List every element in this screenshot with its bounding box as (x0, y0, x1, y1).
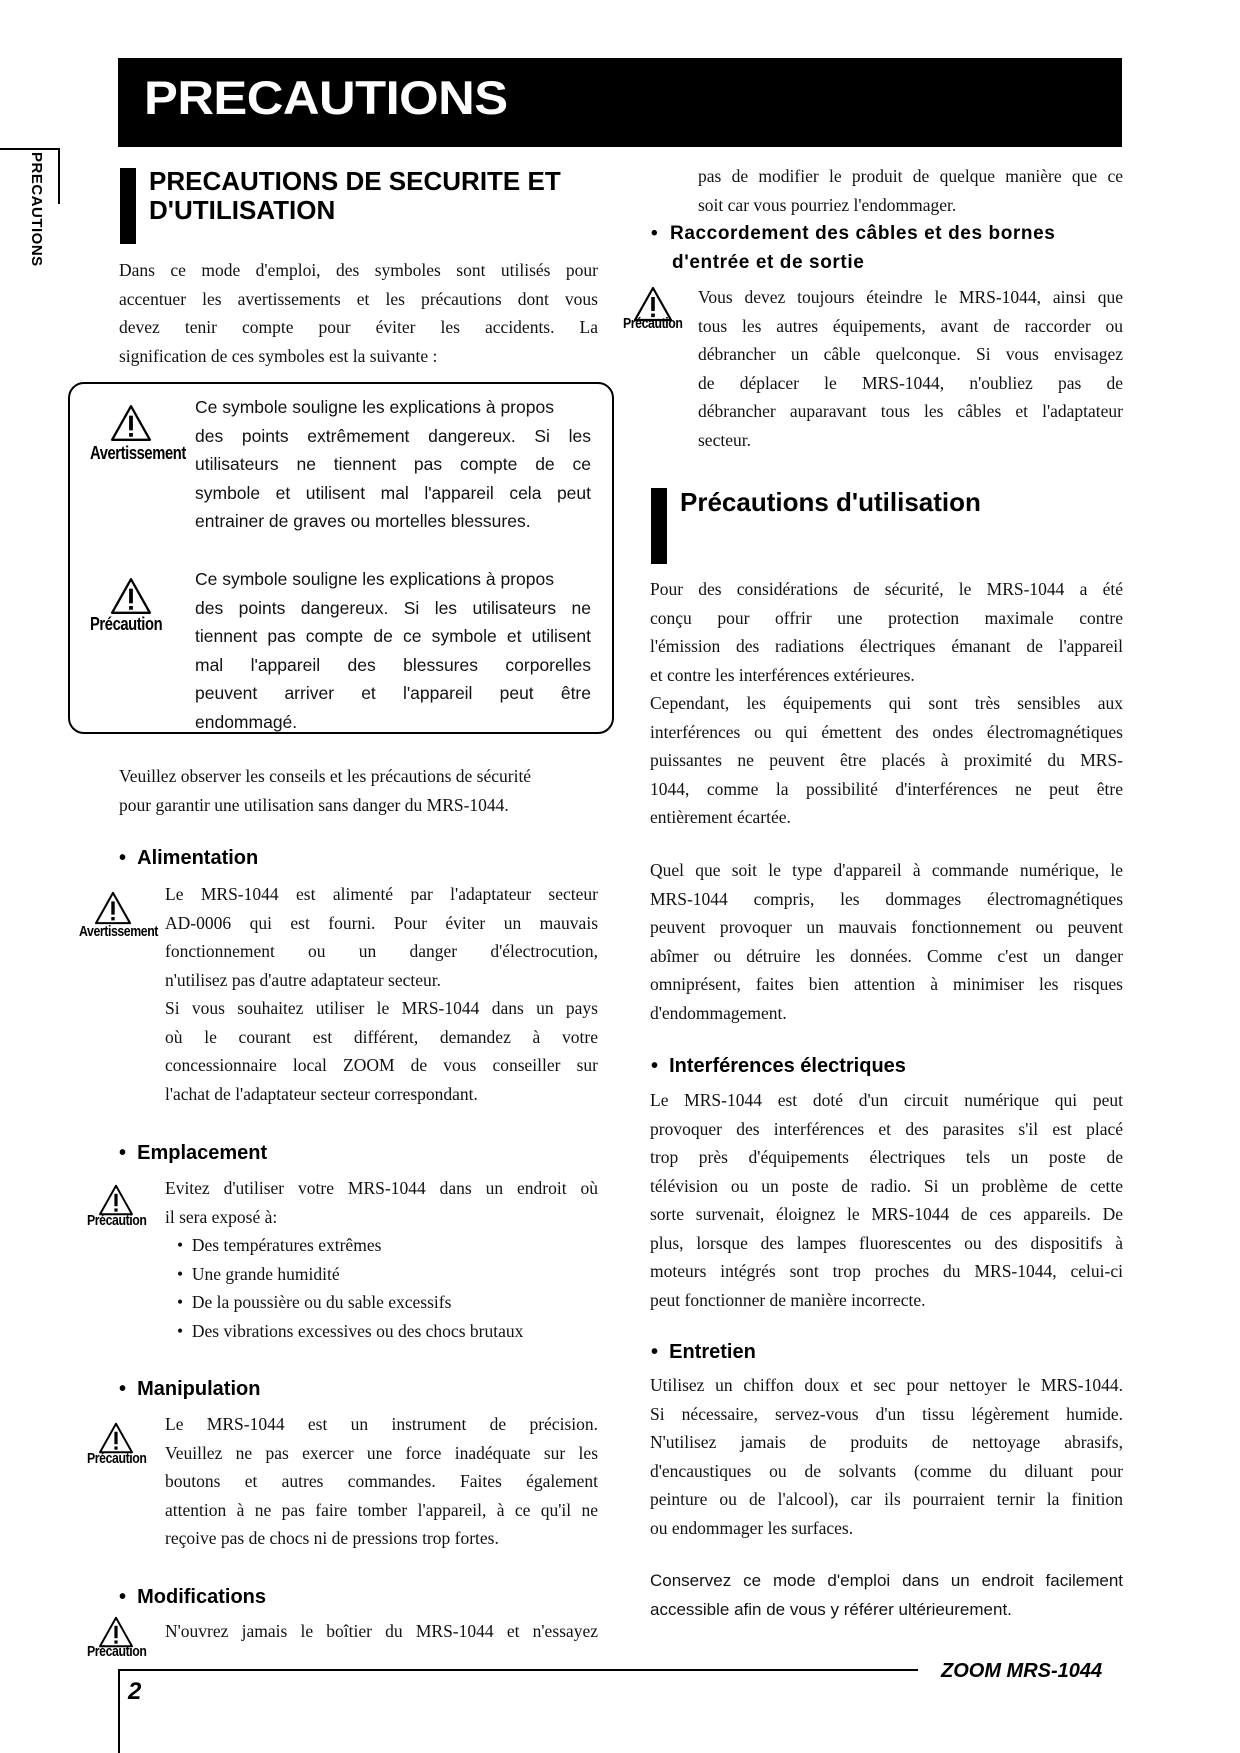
heading-modifications: • Modifications (119, 1586, 267, 1608)
list-item: • Une grande humidité (177, 1263, 340, 1284)
list-item: • Des températures extrêmes (177, 1235, 382, 1255)
section2-paragraph2: Quel que soit le type d'appareil à commande numérique, le MRS-1044 compris, les dommages électromagnétiques peuvent provoquer un mauvais fonctionnement ou peuvent abîmer ou détruire les données. Comme c'est un danger omniprésent, faites bien attention à minimiser les risques d'endommagement. (650, 860, 1123, 1023)
warning-description: Ce symbole souligne les explications à propos des points extrêmement dangereux. Si les utilisateurs ne tiennent pas compte de ce symbole et utilisent mal l'appareil cela peut entrainer de graves ou mortelles blessures. (195, 397, 591, 531)
heading-interferences: • Interférences électriques (651, 1055, 906, 1077)
caution-icon-label: Précaution (87, 1450, 147, 1467)
footer-left-rule (118, 1669, 120, 1753)
modifications-text-part2: pas de modifier le produit de quelque manière que ce soit car vous pourriez l'endommager. (698, 166, 1123, 215)
manipulation-text: Le MRS-1044 est un instrument de précision. Veuillez ne pas exercer une force inadéquate sur les boutons et autres commandes. Faites également attention à ne pas faire tomber l'appareil, à ce qu'il ne reçoive pas de chocs ni de pressions trop fortes. (165, 1414, 598, 1548)
section2-paragraph1: Pour des considérations de sécurité, le MRS-1044 a été conçu pour offrir une protection maximale contre l'émission des radiations électriques émanant de l'appareil et contre les interférences extérieures. Cependant, les équipements qui sont très sensibles aux interférences ou qui émettent des ondes électromagnétiques puissantes ne peuvent être placés à proximité du MRS- 1044, comme la possibilité d'interférences ne peut être entièrement écartée. (650, 579, 1123, 827)
heading-raccordement: • Raccordement des câbles et des bornes d'entrée et de sortie (651, 223, 1056, 273)
heading-alimentation: • Alimentation (119, 847, 259, 869)
caution-icon-label: Précaution (90, 614, 163, 634)
heading-emplacement: • Emplacement (119, 1142, 268, 1164)
modifications-text-part1: N'ouvrez jamais le boîtier du MRS-1044 et n'essayez (165, 1621, 598, 1641)
side-tab-edge (58, 148, 60, 204)
list-item: • De la poussière ou du sable excessifs (177, 1292, 452, 1312)
warning-icon (110, 404, 152, 442)
caution-description: Ce symbole souligne les explications à propos des points dangereux. Si les utilisateurs ne tiennent pas compte de ce symbole et utilisent mal l'appareil des blessures corporelles peuvent arriver et l'appareil peut être endommagé. (195, 569, 591, 732)
closing-note: Conservez ce mode d'emploi dans un endroit facilement accessible afin de vous y référer ultérieurement. (650, 1571, 1123, 1619)
section2-title: Précautions d'utilisation (680, 487, 981, 517)
side-tab-label: PRECAUTIONS (28, 152, 45, 267)
warning-icon-label: Avertissement (79, 923, 158, 940)
observe-paragraph: Veuillez observer les conseils et les précautions de sécurité pour garantir une utilisation sans danger du MRS-1044. (119, 766, 532, 815)
section1-intro: Dans ce mode d'emploi, des symboles sont utilisés pour accentuer les avertissements et les précautions dont vous devez tenir compte pour éviter les accidents. La signification de ces symboles est la suivante : (119, 260, 598, 366)
raccordement-text: Vous devez toujours éteindre le MRS-1044, ainsi que tous les autres équipements, avant de raccorder ou débrancher un câble quelconque. Si vous envisagez de déplacer le MRS-1044, n'oubliez pas de débrancher auparavant tous les câbles et l'adaptateur secteur. (698, 287, 1123, 450)
warning-icon (94, 891, 132, 925)
footer-top-rule (118, 1669, 918, 1671)
interferences-text: Le MRS-1044 est doté d'un circuit numérique qui peut provoquer des interférences et des parasites s'il est placé trop près d'équipements électriques tels un poste de télévision ou un poste de radio. Si un problème de cette sorte survenait, éloignez le MRS-1044 de ces appareils. De plus, lorsque des lampes fluorescentes ou des dispositifs à moteurs intégrés sont trop proches du MRS-1044, celui-ci peut fonctionner de manière incorrecte. (650, 1090, 1123, 1310)
footer-brand: ZOOM MRS-1044 (941, 1660, 1103, 1682)
page-title: PRECAUTIONS (144, 71, 508, 124)
entretien-text: Utilisez un chiffon doux et sec pour nettoyer le MRS-1044. Si nécessaire, servez-vous d'un tissu légèrement humide. N'utilisez jamais de produits de nettoyage abrasifs, d'encaustiques ou de solvants (comme du diluant pour peinture ou de l'alcool), car ils pourraient ternir la finition ou endommager les surfaces. (650, 1375, 1123, 1538)
section1-title: PRECAUTIONS DE SECURITE ET D'UTILISATION (149, 166, 561, 225)
section2-marker (651, 488, 667, 564)
side-tab-top-rule (0, 148, 60, 150)
page-number: 2 (128, 1678, 142, 1705)
emplacement-list (177, 1231, 597, 1345)
alimentation-text: Le MRS-1044 est alimenté par l'adaptateur secteur AD-0006 qui est fourni. Pour éviter un mauvais fonctionnement ou un danger d'électrocution, n'utilisez pas d'autre adaptateur secteur. Si vous souhaitez utiliser le MRS-1044 dans un pays où le courant est différent, demandez à votre concessionnaire local ZOOM de vous conseiller sur l'achat de l'adaptateur secteur correspondant. (165, 884, 598, 1104)
heading-entretien: • Entretien (651, 1341, 756, 1363)
caution-icon-label: Précaution (87, 1212, 147, 1229)
section1-marker (120, 168, 136, 244)
warning-icon-label: Avertissement (90, 443, 186, 463)
list-item: • Des vibrations excessives ou des chocs brutaux (177, 1320, 524, 1341)
caution-icon (110, 577, 152, 615)
emplacement-text: Evitez d'utiliser votre MRS-1044 dans un endroit où il sera exposé à: (165, 1178, 598, 1227)
caution-icon-label: Précaution (87, 1643, 147, 1660)
heading-manipulation: • Manipulation (119, 1378, 261, 1400)
caution-icon-label: Précaution (623, 315, 683, 332)
